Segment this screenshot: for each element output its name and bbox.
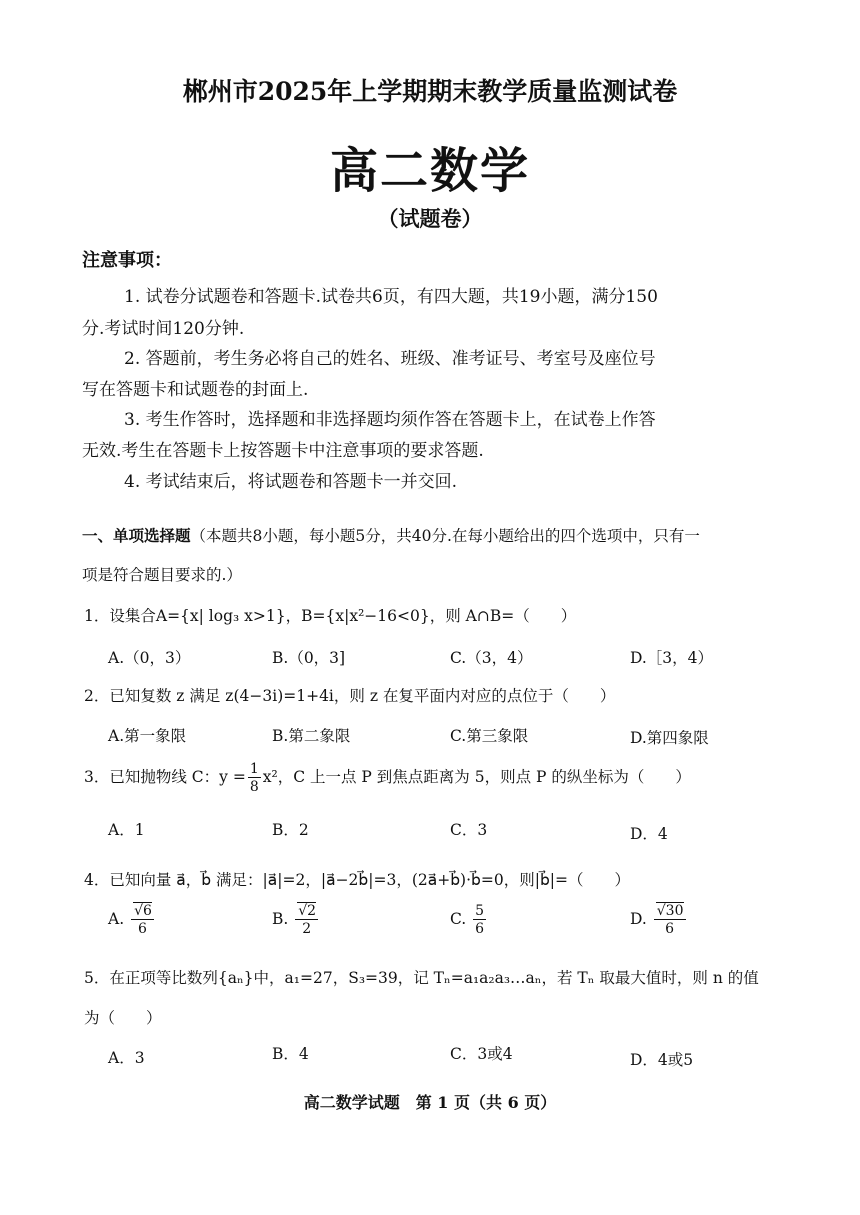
section-desc-cont: 项是符合题目要求的.）	[82, 566, 242, 584]
page-footer: 高二数学试题 第 1 页（共 6 页）	[303, 1093, 557, 1112]
q5-option-b: B．4	[272, 1045, 309, 1063]
q4-option-a-num: √6	[134, 903, 152, 919]
q4-option-c-num: 5	[475, 903, 485, 919]
q3-option-c: C．3	[450, 821, 488, 839]
notice-item-2-cont: 写在答题卡和试题卷的封面上.	[82, 380, 309, 400]
q1-lead: 1．设集合	[84, 607, 156, 625]
question-1-stem	[84, 604, 576, 626]
q1-sep: ，	[285, 607, 302, 625]
q1-option-a: A.（0，3）	[108, 649, 191, 667]
notice-item-1: 1. 试卷分试题卷和答题卡.试卷共6页，有四大题，共19小题，满分150	[124, 287, 658, 307]
q3-tail: x²，C 上一点 P 到焦点距离为 5，则点 P 的纵坐标为（ ）	[262, 768, 691, 786]
question-5-stem-cont: 为（ ）	[84, 1009, 162, 1027]
paper-type: （试题卷）	[377, 207, 483, 231]
q4-option-b	[272, 904, 320, 936]
q4-option-c	[450, 904, 488, 936]
q4-option-d-num: √30	[656, 903, 684, 919]
q1-tail: ，则 A∩B=（ ）	[429, 607, 577, 625]
q4-option-c-label: C.	[450, 910, 467, 928]
q4-option-b-num: √2	[298, 903, 317, 919]
section-title: 一、单项选择题	[82, 527, 191, 545]
subject-title: 高二数学	[329, 143, 530, 199]
q4-option-a-label: A.	[108, 910, 125, 928]
q3-option-a: A．1	[108, 821, 145, 839]
q3-option-d: D．4	[630, 825, 668, 843]
question-5-stem: 5．在正项等比数列{aₙ}中，a₁=27，S₃=39，记 Tₙ=a₁a₂a₃…aₙ，若 Tₙ 取最大值时，则 n 的值	[84, 969, 759, 987]
q5-option-a: A．3	[108, 1049, 145, 1067]
question-2-stem: 2．已知复数 z 满足 z(4−3i)=1+4i，则 z 在复平面内对应的点位于（ ）	[84, 687, 616, 705]
q1-option-d: D.［3，4）	[630, 649, 714, 667]
notice-item-3-cont: 无效.考生在答题卡上按答题卡中注意事项的要求答题.	[82, 441, 484, 461]
q1-option-c: C.（3，4）	[450, 649, 533, 667]
section-desc: （本题共8小题，每小题5分，共40分.在每小题给出的四个选项中，只有一	[190, 527, 700, 545]
exam-title: 郴州市2025年上学期期末教学质量监测试卷	[182, 77, 678, 106]
q4-option-a-den: 6	[138, 921, 147, 937]
q2-option-a: A.第一象限	[108, 727, 187, 745]
q4-option-a	[108, 904, 156, 936]
q4-option-d-fraction	[654, 904, 686, 936]
q4-option-c-fraction	[473, 904, 486, 936]
q1-option-b: B.（0，3]	[272, 649, 346, 667]
q4-option-b-label: B.	[272, 910, 289, 928]
question-3-stem	[84, 762, 691, 794]
q2-option-d: D.第四象限	[630, 729, 709, 747]
q3-lead: 3．已知抛物线 C：y =	[84, 768, 246, 786]
q1-set-b: B={x|x²−16<0}	[301, 607, 430, 625]
notice-item-3: 3. 考生作答时，选择题和非选择题均须作答在答题卡上，在试卷上作答	[124, 410, 656, 430]
q4-option-d-label: D.	[630, 910, 647, 928]
q3-fraction	[248, 762, 261, 794]
question-4-stem: 4．已知向量 a⃗，b⃗ 满足：|a⃗|=2，|a⃗−2b⃗|=3，(2a⃗+b⃗)·b⃗=0，则|b⃗|=（ ）	[84, 871, 630, 889]
notice-item-1-cont: 分.考试时间120分钟.	[82, 319, 245, 339]
q4-option-d	[630, 904, 688, 936]
q3-frac-num: 1	[249, 761, 259, 777]
q2-option-b: B.第二象限	[272, 727, 351, 745]
q5-option-c: C．3或4	[450, 1045, 513, 1063]
q3-option-b: B．2	[272, 821, 309, 839]
notice-title: 注意事项：	[82, 250, 172, 271]
section-header	[82, 524, 700, 546]
q3-frac-den: 8	[249, 779, 259, 795]
q4-option-c-den: 6	[475, 921, 485, 937]
q4-option-d-den: 6	[665, 921, 675, 937]
q1-set-a: A={x| log₃ x>1}	[155, 607, 286, 625]
q4-option-b-fraction	[295, 904, 318, 936]
notice-item-2: 2. 答题前，考生务必将自己的姓名、班级、准考证号、考室号及座位号	[124, 349, 656, 369]
q4-option-a-fraction	[131, 904, 154, 936]
q4-option-b-den: 2	[302, 921, 312, 937]
notice-item-4: 4. 考试结束后，将试题卷和答题卡一并交回.	[124, 472, 458, 492]
q5-option-d: D．4或5	[630, 1051, 694, 1069]
q2-option-c: C.第三象限	[450, 727, 529, 745]
